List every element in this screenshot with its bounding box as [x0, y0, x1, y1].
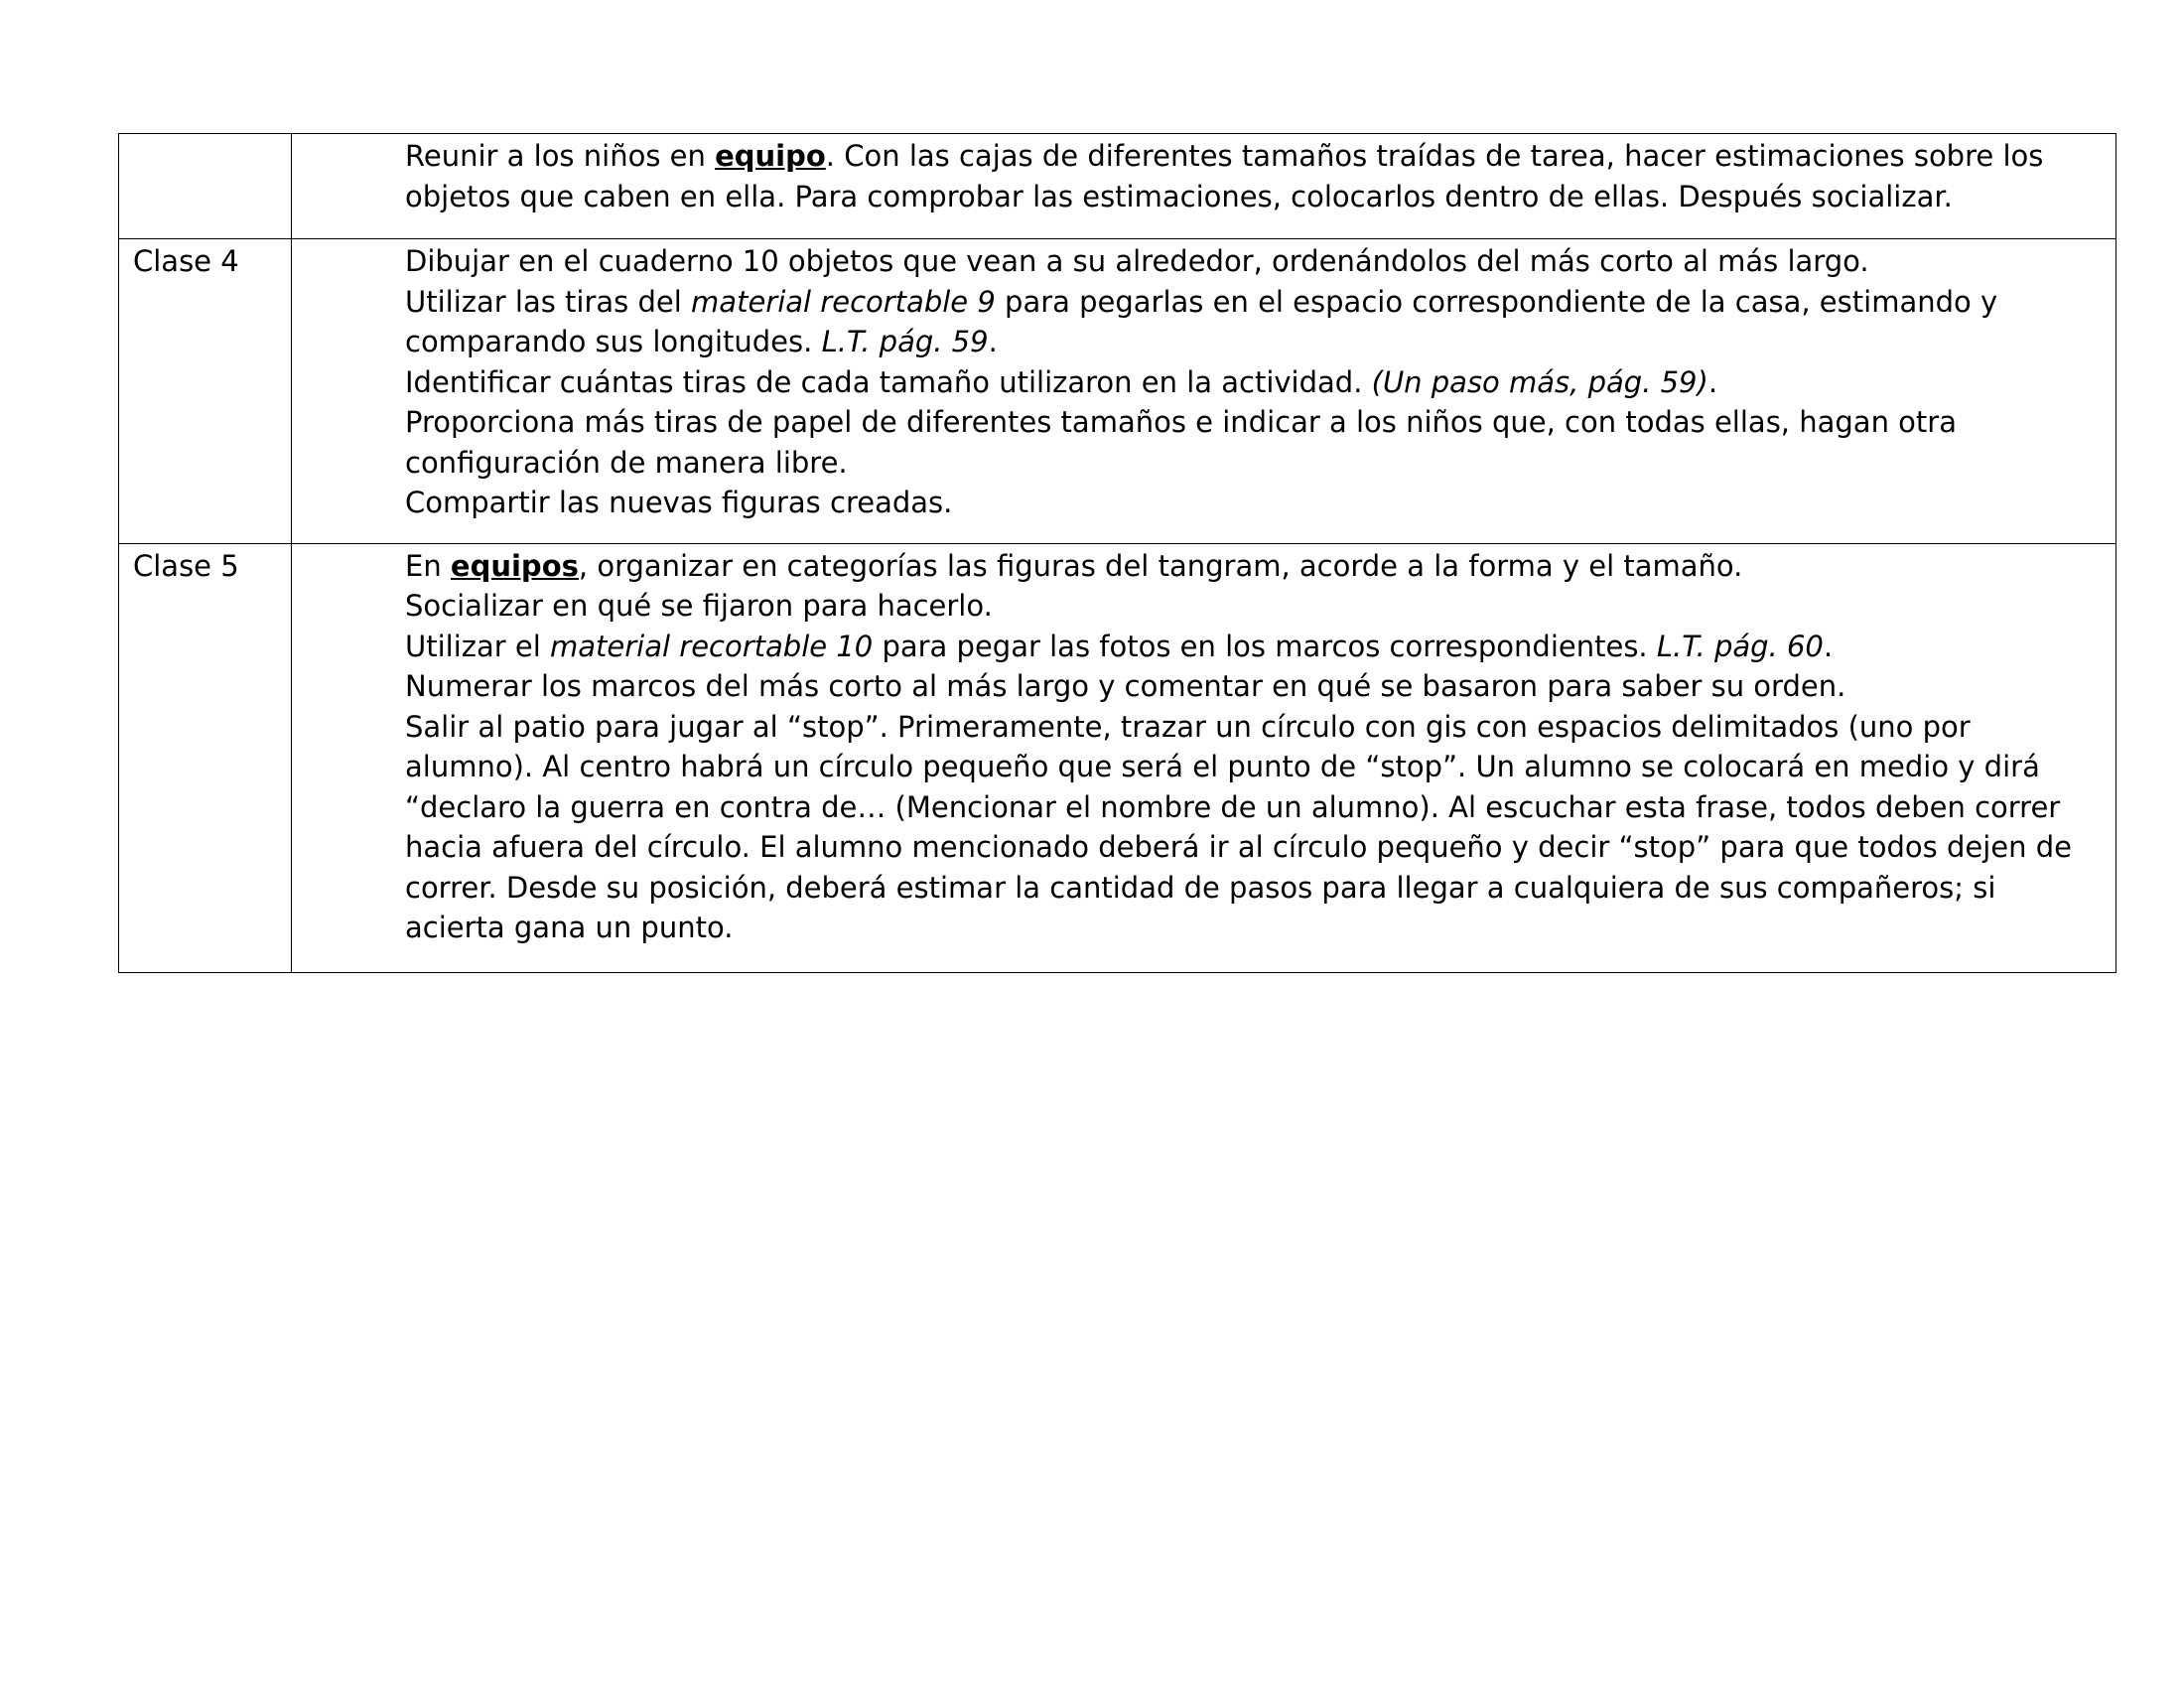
- text-run: .: [988, 325, 998, 358]
- text-run: para pegar las fotos en los marcos correspondientes.: [873, 629, 1657, 663]
- text-run: Numerar los marcos del más corto al más largo y comentar en qué se basaron para saber su orden.: [405, 669, 1846, 703]
- italic-reference: L.T. pág. 59: [821, 325, 989, 358]
- activity-paragraph: [405, 627, 2102, 667]
- text-run: Salir al patio para jugar al “stop”. Primeramente, trazar un círculo con gis con espacios delimitados (uno por alumno). Al centro habrá un círculo pequeño que será el punto de “stop”. Un alumno se colocará en medio y dirá “declaro la guerra en contra de… (Mencionar el nombre de un alumno). Al escuchar esta frase, todos deben correr hacia afuera del círculo. El alumno mencionado deberá ir al círculo pequeño y decir “stop” para que todos dejen de correr. Desde su posición, deberá estimar la cantidad de pasos para llegar a cualquiera de sus compañeros; si acierta gana un punto.: [405, 709, 2072, 944]
- table-row: [119, 134, 2116, 239]
- italic-reference: material recortable 9: [691, 284, 996, 319]
- text-run: .: [1707, 364, 1718, 399]
- text-run: Compartir las nuevas figuras creadas.: [405, 486, 953, 519]
- activity-cell: [292, 239, 2116, 544]
- table-row: [119, 543, 2116, 972]
- activity-paragraph: [405, 707, 2102, 948]
- lesson-plan-body: [119, 134, 2116, 973]
- text-run: Identificar cuántas tiras de cada tamaño utilizaron en la actividad.: [405, 364, 1372, 399]
- text-run: , organizar en categorías las figuras del tangram, acorde a la forma y el tamaño.: [578, 548, 1743, 583]
- activity-paragraph: [405, 546, 2102, 587]
- activity-paragraph: [405, 362, 2102, 403]
- activity-paragraph: [405, 402, 2102, 483]
- italic-reference: L.T. pág. 60: [1656, 629, 1824, 663]
- activity-paragraph: [405, 586, 2102, 627]
- emphasis-keyword: equipo: [715, 139, 826, 173]
- class-label-cell: [119, 239, 292, 544]
- activity-paragraph: [405, 282, 2102, 362]
- class-label: [119, 134, 291, 136]
- text-run: Dibujar en el cuaderno 10 objetos que vean a su alrededor, ordenándolos del más corto al más largo.: [405, 244, 1869, 278]
- class-label-cell: [119, 134, 292, 239]
- activity-cell: [292, 134, 2116, 239]
- text-run: Socializar en qué se fijaron para hacerlo.: [405, 589, 993, 623]
- activity-content: [292, 134, 2116, 238]
- activity-cell: [292, 543, 2116, 972]
- class-label: Clase 5: [133, 548, 239, 583]
- italic-reference: (Un paso más, pág. 59): [1371, 364, 1708, 399]
- text-run: . Con las cajas de diferentes tamaños traídas de tarea, hacer estimaciones sobre los objetos que caben en ella. Para comprobar las estimaciones, colocarlos dentro de ellas. Después socializar.: [405, 139, 2044, 213]
- activity-paragraph: [405, 136, 2102, 216]
- text-run: .: [1823, 629, 1834, 663]
- activity-paragraph: [405, 666, 2102, 707]
- class-label-cell: [119, 543, 292, 972]
- text-run: Reunir a los niños en: [405, 139, 716, 173]
- text-run: para pegarlas en el espacio correspondiente de la casa, estimando y comparando sus longitudes.: [405, 284, 1998, 358]
- text-run: En: [405, 548, 451, 583]
- text-run: Utilizar las tiras del: [405, 284, 692, 319]
- lesson-plan-table: [118, 133, 2116, 973]
- activity-content: [292, 544, 2116, 972]
- table-row: [119, 239, 2116, 544]
- text-run: Proporciona más tiras de papel de diferentes tamaños e indicar a los niños que, con todas ellas, hagan otra configuración de manera libre.: [405, 405, 1957, 480]
- class-label: Clase 4: [133, 244, 239, 278]
- activity-content: [292, 239, 2116, 543]
- activity-paragraph: [405, 483, 2102, 523]
- emphasis-keyword: equipos: [450, 548, 579, 583]
- text-run: Utilizar el: [405, 629, 551, 663]
- italic-reference: material recortable 10: [550, 629, 874, 663]
- activity-paragraph: [405, 241, 2102, 282]
